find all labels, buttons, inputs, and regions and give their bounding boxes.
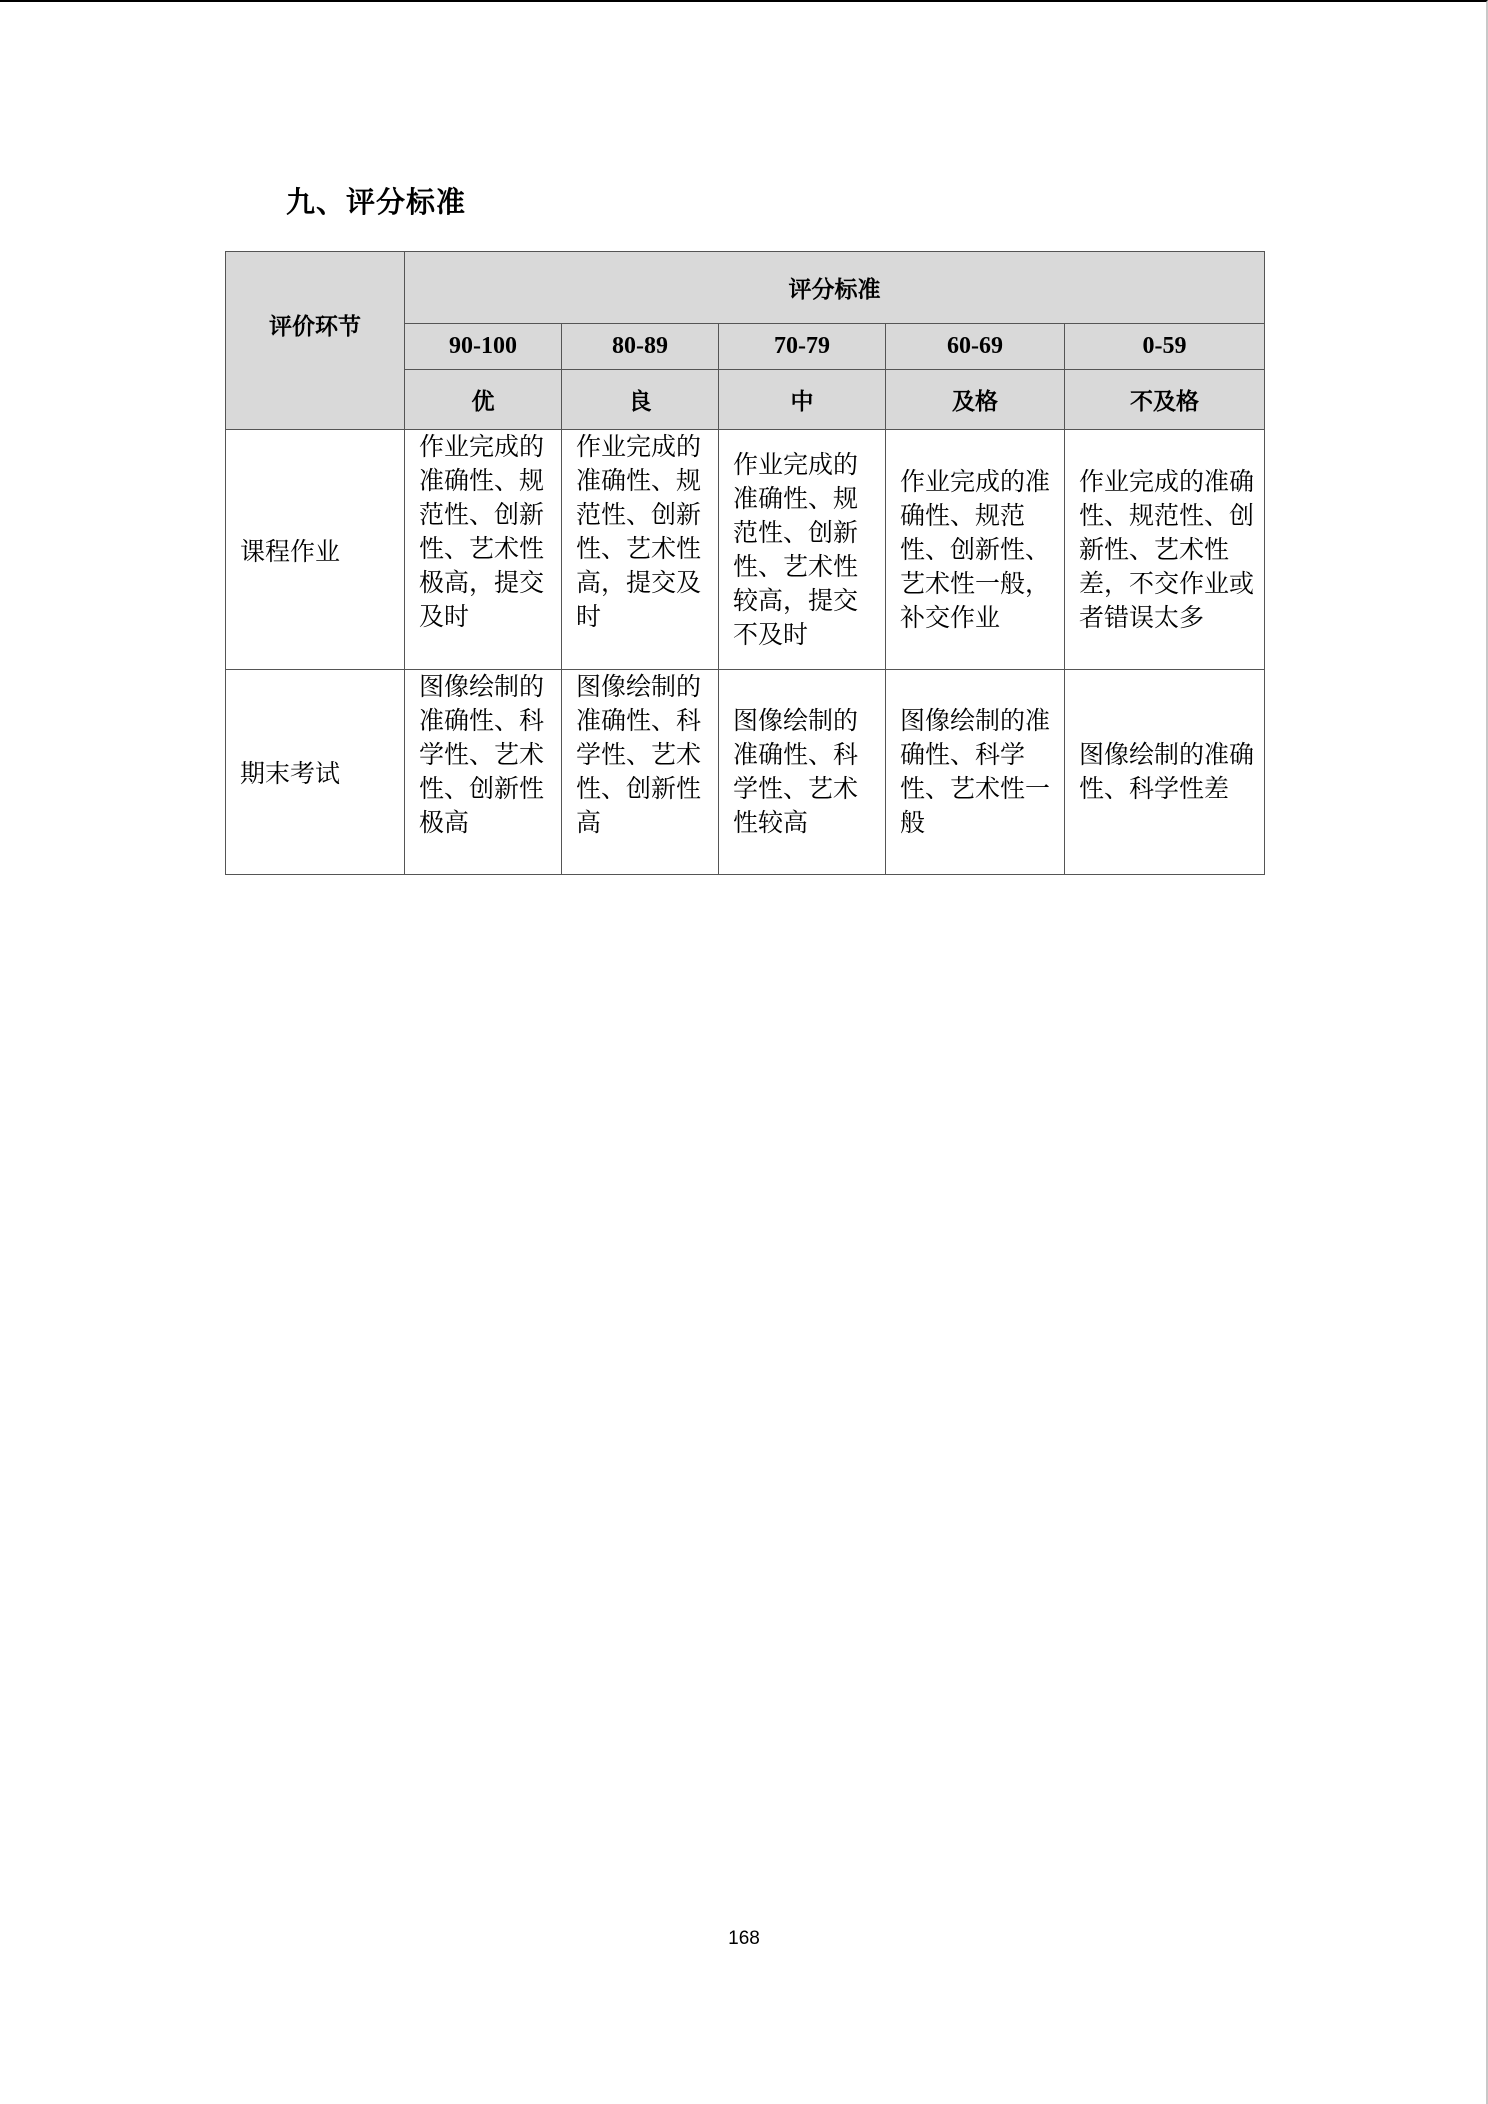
criteria-cell: 图像绘制的准确性、科学性、艺术性、创新性高 <box>562 670 719 875</box>
score-range: 80-89 <box>562 324 719 370</box>
grade-level: 良 <box>562 370 719 430</box>
criteria-cell: 作业完成的准确性、规范性、创新性、艺术性一般，补交作业 <box>886 430 1065 670</box>
criteria-cell: 作业完成的准确性、规范性、创新性、艺术性极高，提交及时 <box>405 430 562 670</box>
criteria-cell: 作业完成的准确性、规范性、创新性、艺术性高，提交及时 <box>562 430 719 670</box>
table-header-row <box>226 252 1265 324</box>
grade-level: 及格 <box>886 370 1065 430</box>
score-range: 70-79 <box>719 324 886 370</box>
score-range: 90-100 <box>405 324 562 370</box>
criteria-header: 评分标准 <box>405 252 1265 324</box>
criteria-cell: 作业完成的准确性、规范性、创新性、艺术性差，不交作业或者错误太多 <box>1065 430 1265 670</box>
table-row-coursework <box>226 430 1265 670</box>
stage-label: 期末考试 <box>226 670 405 875</box>
page-number: 168 <box>728 1928 760 1949</box>
criteria-cell: 图像绘制的准确性、科学性、艺术性较高 <box>719 670 886 875</box>
criteria-cell: 图像绘制的准确性、科学性差 <box>1065 670 1265 875</box>
stage-column-header: 评价环节 <box>226 252 405 430</box>
score-range: 0-59 <box>1065 324 1265 370</box>
grade-level: 中 <box>719 370 886 430</box>
criteria-cell: 图像绘制的准确性、科学性、艺术性、创新性极高 <box>405 670 562 875</box>
grade-level: 不及格 <box>1065 370 1265 430</box>
grading-criteria-table <box>225 251 1265 875</box>
grade-level: 优 <box>405 370 562 430</box>
section-heading: 九、评分标准 <box>286 185 467 219</box>
stage-label: 课程作业 <box>226 430 405 670</box>
score-range: 60-69 <box>886 324 1065 370</box>
criteria-cell: 图像绘制的准确性、科学性、艺术性一般 <box>886 670 1065 875</box>
criteria-cell: 作业完成的准确性、规范性、创新性、艺术性较高，提交不及时 <box>719 430 886 670</box>
table-row-final-exam <box>226 670 1265 875</box>
